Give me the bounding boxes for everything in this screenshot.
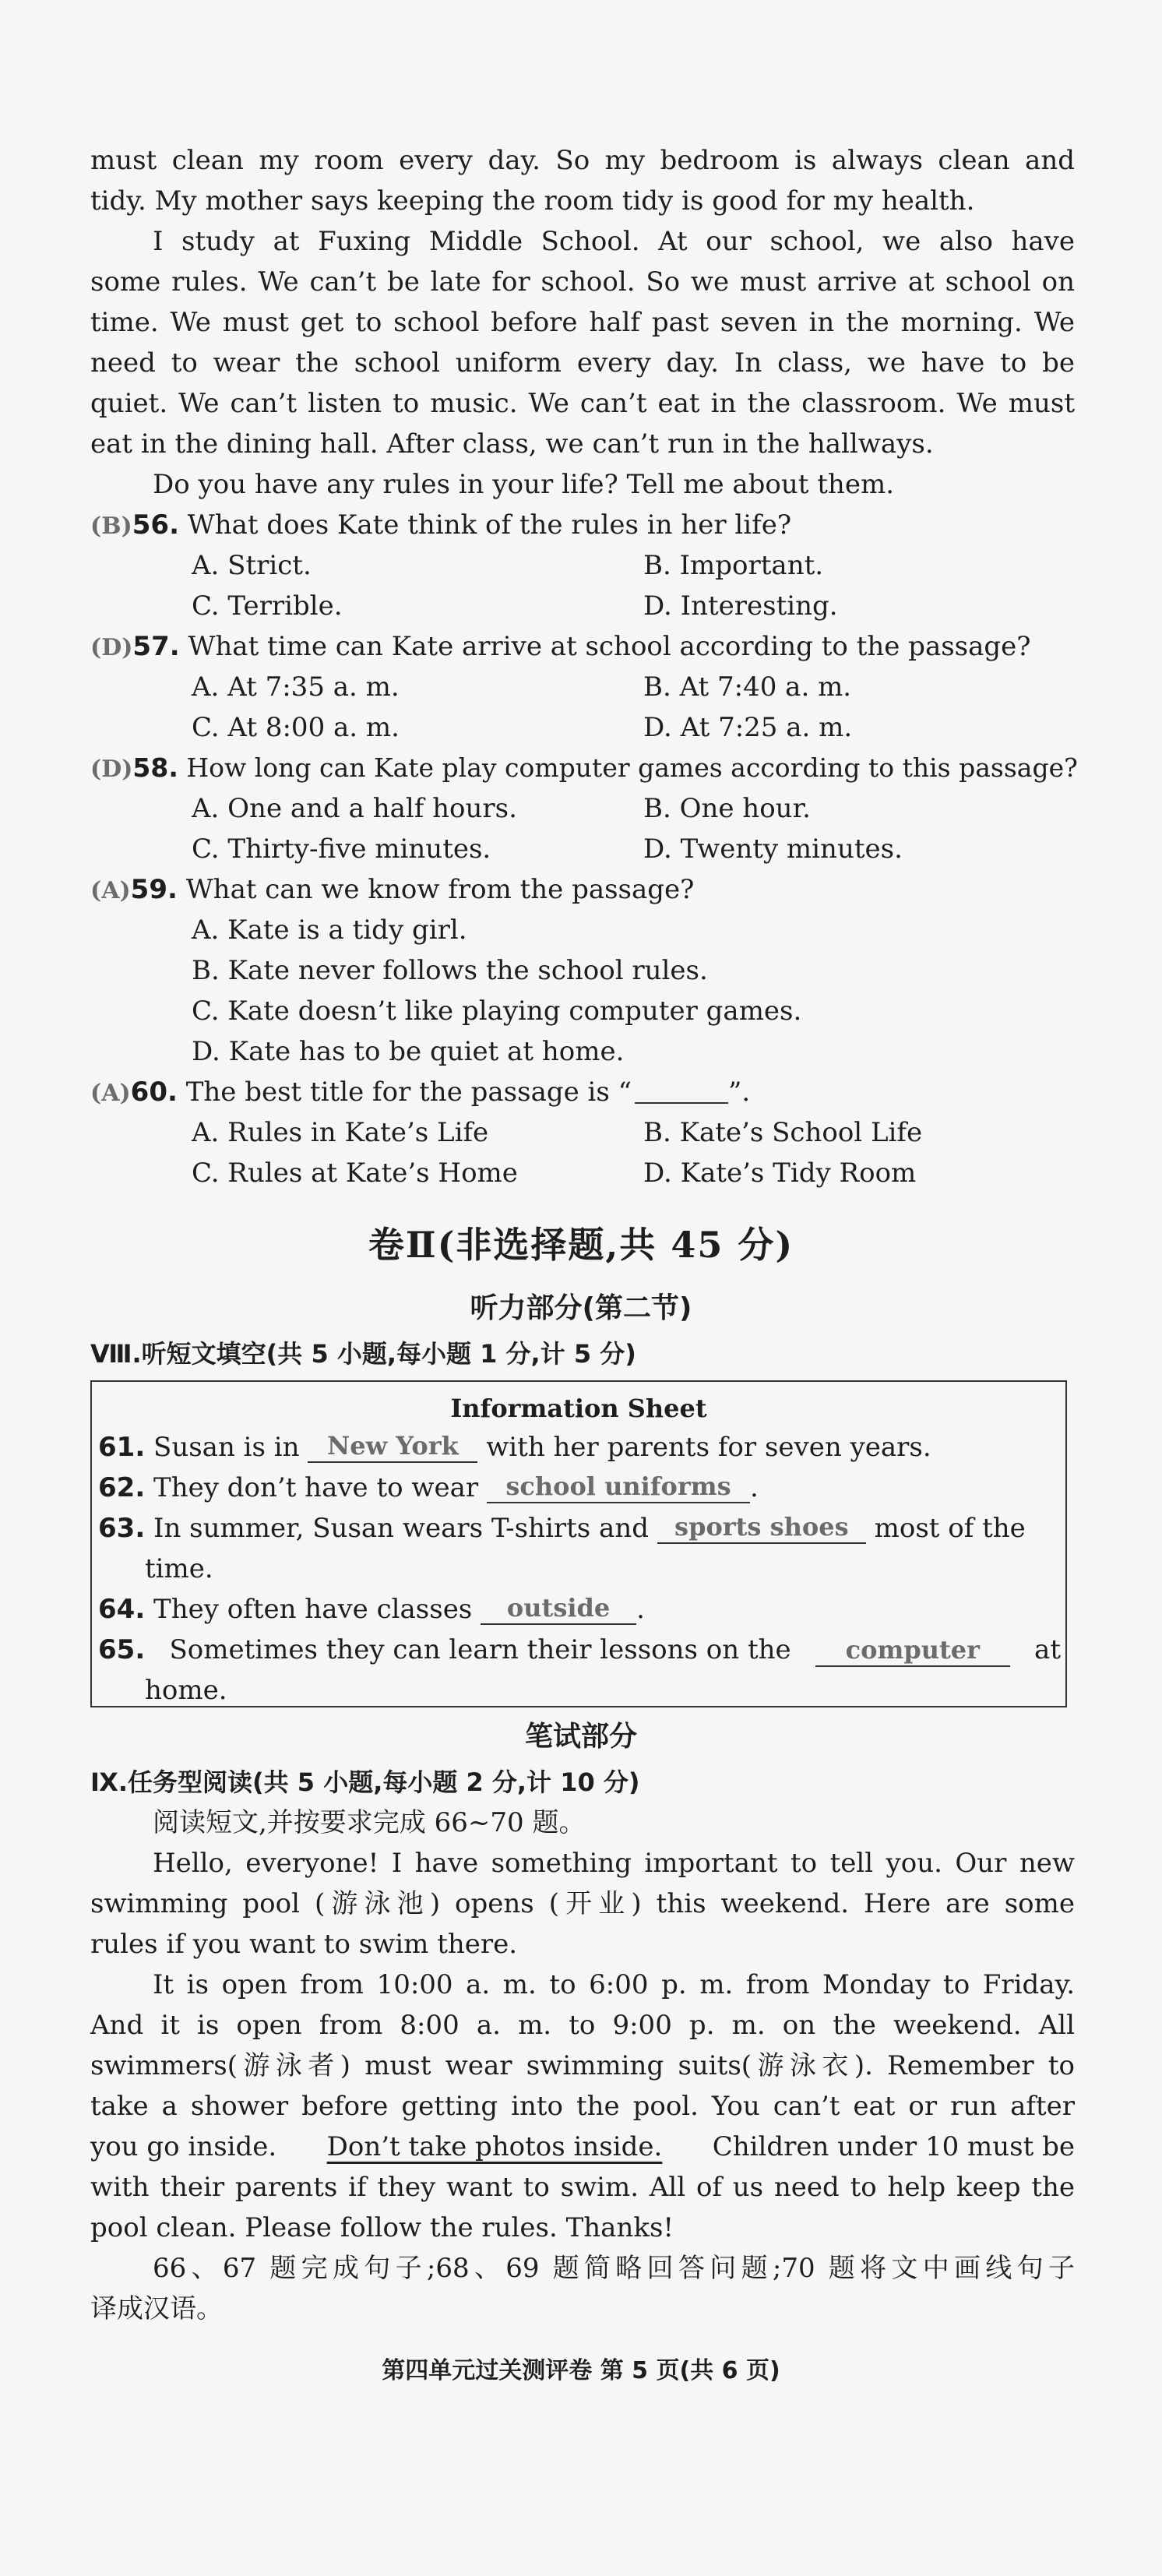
underlined-sentence: Don’t take photos inside. <box>326 2131 663 2162</box>
question-60 <box>90 1072 1075 1114</box>
option-c: C. Rules at Kate’s Home <box>192 1158 518 1189</box>
passage2-line: with their parents if they want to swim. All of us need to help keep the <box>90 2172 1075 2203</box>
option-a: A. Strict. <box>192 550 312 581</box>
option-b: B. Important. <box>643 550 824 581</box>
item-text: . <box>749 1472 759 1503</box>
info-item-61 <box>98 1427 931 1468</box>
question-text: What does Kate think of the rules in her life? <box>187 509 792 541</box>
option-a: A. Rules in Kate’s Life <box>192 1117 489 1148</box>
item-number: 62. <box>98 1472 146 1503</box>
item-text: In summer, Susan wears T-shirts and <box>153 1513 649 1544</box>
info-item-62 <box>98 1468 759 1508</box>
option-b: B. At 7:40 a. m. <box>643 671 852 703</box>
passage2-line: pool clean. Please follow the rules. Thanks! <box>90 2212 674 2243</box>
answer-blank <box>635 1079 728 1104</box>
information-sheet <box>90 1380 1067 1707</box>
filled-answer: sports shoes <box>657 1511 866 1544</box>
filled-answer: outside <box>481 1592 636 1625</box>
task-instruction: 译成汉语。 <box>90 2293 223 2324</box>
passage-line: some rules. We can’t be late for school. So we must arrive at school on <box>90 266 1075 298</box>
info-item-65 <box>98 1630 1061 1670</box>
question-number: 57. <box>132 631 180 662</box>
item-text: They often have classes <box>153 1594 473 1625</box>
passage-line: tidy. My mother says keeping the room tidy is good for my health. <box>90 185 975 217</box>
section-9-heading <box>90 1762 1075 1802</box>
passage-line: Do you have any rules in your life? Tell me about them. <box>153 469 894 500</box>
answer-mark: (A) <box>90 877 131 904</box>
item-number: 65. <box>98 1634 146 1665</box>
item-text: They don’t have to wear <box>153 1472 479 1503</box>
question-text: What time can Kate arrive at school according to the passage? <box>188 631 1031 662</box>
part2-title: 卷Ⅱ(非选择题,共 45 分) <box>368 1224 794 1266</box>
option-b: B. One hour. <box>643 793 811 824</box>
passage2-line: swimmers(游泳者) must wear swimming suits(游泳衣). Remember to <box>90 2050 1075 2081</box>
passage2-text: you go inside. <box>90 2131 277 2162</box>
question-text: How long can Kate play computer games according to this passage? <box>186 752 1078 783</box>
filled-answer: school uniforms <box>487 1471 750 1503</box>
option-d: D. Twenty minutes. <box>643 833 903 865</box>
filled-answer: New York <box>308 1430 477 1463</box>
option-c: C. Terrible. <box>192 590 343 622</box>
section-numeral: Ⅷ. <box>90 1339 142 1369</box>
answer-mark: (D) <box>90 756 133 783</box>
option-c: C. At 8:00 a. m. <box>192 712 400 743</box>
passage-line: must clean my room every day. So my bedroom is always clean and <box>90 145 1075 176</box>
question-text: What can we know from the passage? <box>185 874 695 905</box>
filled-answer: computer <box>815 1634 1010 1667</box>
item-number: 61. <box>98 1432 146 1463</box>
item-text: Susan is in <box>153 1432 300 1463</box>
item-text: with her parents for seven years. <box>486 1432 931 1463</box>
question-number: 59. <box>130 874 178 905</box>
passage2-line: And it is open from 8:00 a. m. to 9:00 p. m. on the weekend. All <box>90 2010 1075 2041</box>
passage-line: eat in the dining hall. After class, we can’t run in the hallways. <box>90 428 934 460</box>
section-numeral: Ⅸ. <box>90 1767 129 1797</box>
question-text: The best title for the passage is “ <box>185 1077 632 1108</box>
option-a: A. At 7:35 a. m. <box>192 671 400 703</box>
option-b: B. Kate never follows the school rules. <box>192 955 708 986</box>
page-footer: 第四单元过关测评卷 第 5 页(共 6 页) <box>382 2357 780 2384</box>
option-d: D. At 7:25 a. m. <box>643 712 853 743</box>
question-58 <box>90 748 1078 790</box>
question-text-end: ”. <box>728 1077 751 1108</box>
info-sheet-title: Information Sheet <box>450 1394 707 1423</box>
option-a: A. Kate is a tidy girl. <box>192 914 467 946</box>
passage-line: quiet. We can’t listen to music. We can’t eat in the classroom. We must <box>90 388 1075 419</box>
answer-mark: (B) <box>90 513 132 540</box>
passage2-line: rules if you want to swim there. <box>90 1929 518 1960</box>
option-c: C. Thirty-five minutes. <box>192 833 491 865</box>
task-instruction: 66、67 题完成句子;68、69 题简略回答问题;70 题将文中画线句子 <box>153 2253 1075 2284</box>
option-d: D. Kate’s Tidy Room <box>643 1158 917 1189</box>
question-number: 60. <box>130 1077 178 1108</box>
info-item-65-continuation: home. <box>145 1675 227 1706</box>
item-number: 63. <box>98 1513 146 1544</box>
info-item-63 <box>98 1508 1026 1549</box>
passage2-text: Children under 10 must be <box>712 2131 1075 2162</box>
section-heading: 任务型阅读(共 5 小题,每小题 2 分,计 10 分) <box>128 1767 640 1797</box>
item-text: . <box>636 1594 645 1625</box>
item-text: Sometimes they can learn their lessons on the <box>169 1634 791 1665</box>
item-text: at <box>1034 1634 1061 1665</box>
section-9-instruction: 阅读短文,并按要求完成 66~70 题。 <box>153 1807 586 1838</box>
passage2-line: take a shower before getting into the pool. You can’t eat or run after <box>90 2091 1075 2122</box>
passage-line: I study at Fuxing Middle School. At our school, we also have <box>153 226 1075 257</box>
item-number: 64. <box>98 1594 146 1625</box>
option-d: D. Interesting. <box>643 590 838 622</box>
question-number: 58. <box>132 752 178 783</box>
option-c: C. Kate doesn’t like playing computer games. <box>192 996 802 1027</box>
passage2-line: Hello, everyone! I have something important to tell you. Our new <box>153 1848 1075 1879</box>
option-b: B. Kate’s School Life <box>643 1117 923 1148</box>
passage2-line: It is open from 10:00 a. m. to 6:00 p. m. from Monday to Friday. <box>153 1969 1075 2000</box>
passage-line: time. We must get to school before half past seven in the morning. We <box>90 307 1075 338</box>
question-number: 56. <box>132 509 179 541</box>
option-d: D. Kate has to be quiet at home. <box>192 1036 625 1067</box>
listening-title: 听力部分(第二节) <box>470 1292 692 1324</box>
answer-mark: (A) <box>90 1080 131 1107</box>
question-59 <box>90 869 1075 911</box>
question-56 <box>90 505 1075 547</box>
written-title: 笔试部分 <box>524 1721 637 1753</box>
answer-mark: (D) <box>90 634 133 661</box>
passage-line: need to wear the school uniform every day. In class, we have to be <box>90 347 1075 379</box>
question-57 <box>90 626 1075 668</box>
info-item-63-continuation: time. <box>145 1553 213 1584</box>
section-8-heading <box>90 1334 1075 1374</box>
item-text: most of the <box>874 1513 1026 1544</box>
section-heading: 听短文填空(共 5 小题,每小题 1 分,计 5 分) <box>141 1339 636 1369</box>
passage2-line: swimming pool (游泳池) opens (开业) this weekend. Here are some <box>90 1888 1075 1919</box>
option-a: A. One and a half hours. <box>192 793 517 824</box>
passage2-line-underlined <box>90 2127 1075 2167</box>
info-item-64 <box>98 1589 645 1630</box>
